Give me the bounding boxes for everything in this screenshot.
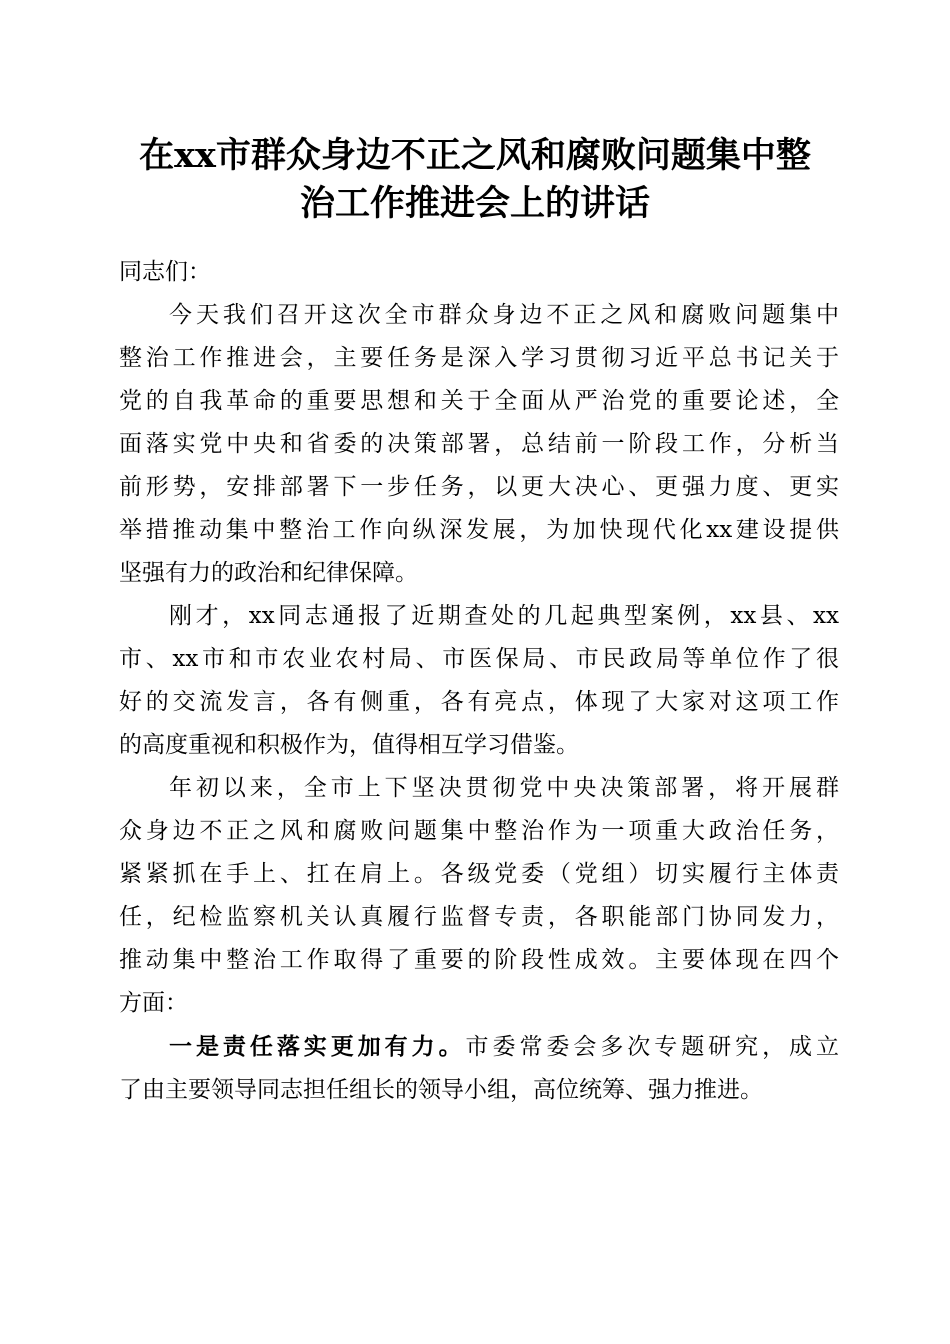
lead-continuation: 市委常委会多次专题研究，成立 <box>465 1034 840 1060</box>
paragraph-line: 的高度重视和积极作为，值得相互学习借鉴。 <box>119 732 579 758</box>
paragraph-line: 今天我们召开这次全市群众身边不正之风和腐败问题集中 <box>169 302 839 328</box>
paragraph-line: 市、xx市和市农业农村局、市医保局、市民政局等单位作了很 <box>119 646 839 672</box>
paragraph-line <box>119 1025 839 1069</box>
paragraph-line: 众身边不正之风和腐败问题集中整治作为一项重大政治任务， <box>119 818 839 844</box>
paragraph-line: 任，纪检监察机关认真履行监督专责，各职能部门协同发力， <box>119 904 839 930</box>
salutation: 同志们： <box>119 259 211 285</box>
document-title <box>100 132 850 228</box>
title-line-1: 在xx市群众身边不正之风和腐败问题集中整 <box>139 135 811 176</box>
paragraph-line: 举措推动集中整治工作向纵深发展，为加快现代化xx建设提供 <box>119 517 839 543</box>
paragraph-line: 坚强有力的政治和纪律保障。 <box>119 560 418 586</box>
paragraph-3 <box>119 767 839 1025</box>
paragraph-line: 党的自我革命的重要思想和关于全面从严治党的重要论述，全 <box>119 388 839 414</box>
paragraph-line: 刚才，xx同志通报了近期查处的几起典型案例，xx县、xx <box>169 603 839 629</box>
paragraph-line: 面落实党中央和省委的决策部署，总结前一阶段工作，分析当 <box>119 431 839 457</box>
paragraph-line: 年初以来，全市上下坚决贯彻党中央决策部署，将开展群 <box>169 775 839 801</box>
paragraph-line: 方面： <box>119 990 188 1016</box>
paragraph-line: 前形势，安排部署下一步任务，以更大决心、更强力度、更实 <box>119 474 839 500</box>
paragraph-4 <box>119 1025 839 1112</box>
paragraph-line: 推动集中整治工作取得了重要的阶段性成效。主要体现在四个 <box>119 947 839 973</box>
paragraph-2 <box>119 595 839 767</box>
paragraph-line: 好的交流发言，各有侧重，各有亮点，体现了大家对这项工作 <box>119 689 839 715</box>
document-body <box>119 251 839 1112</box>
title-line-2: 治工作推进会上的讲话 <box>299 183 650 224</box>
paragraph-line: 紧紧抓在手上、扛在肩上。各级党委（党组）切实履行主体责 <box>119 861 839 887</box>
bold-lead: 一是责任落实更加有力。 <box>169 1033 466 1060</box>
paragraph-line: 了由主要领导同志担任组长的领导小组，高位统筹、强力推进。 <box>119 1077 763 1103</box>
paragraph-1 <box>119 294 839 595</box>
paragraph-line: 整治工作推进会，主要任务是深入学习贯彻习近平总书记关于 <box>119 345 839 371</box>
